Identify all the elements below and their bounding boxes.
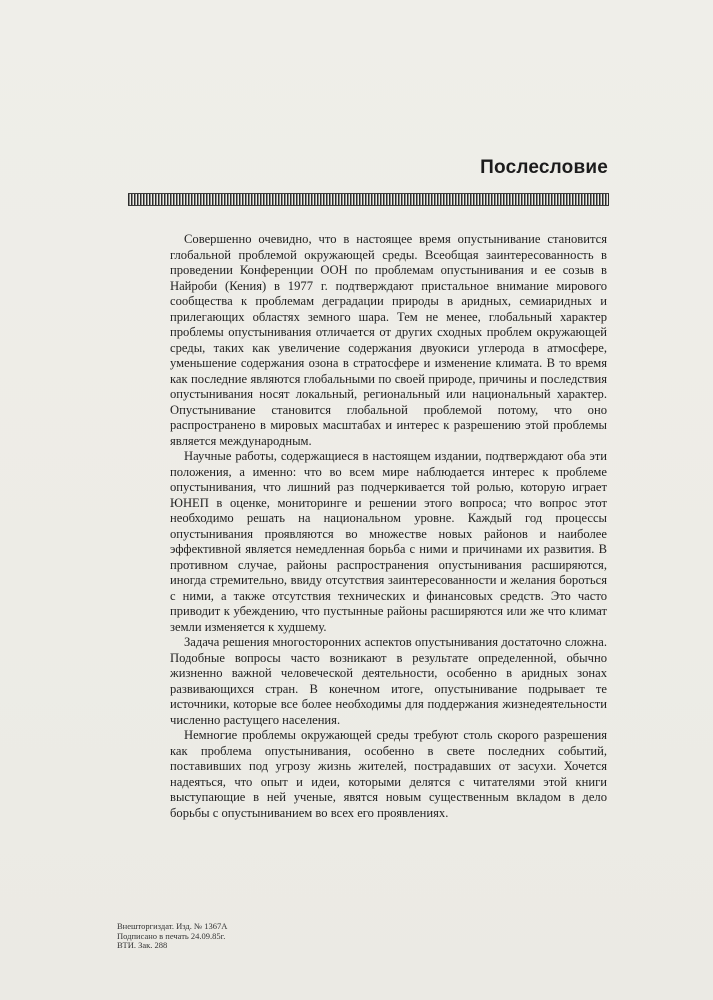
paragraph: Задача решения многосторонних аспектов опустынивания достаточно сложна. Подобные вопросы часто возникают в результате определенной, обычно жизненно важной человеческой деятельности, особенно в аридных зонах развивающихся стран. В конечном итоге, опустынивание подрывает те источники, которые все более необходимы для поддержания жизнедеятельности численно растущего населения. <box>170 635 607 727</box>
body-text <box>170 232 607 821</box>
paragraph: Научные работы, содержащиеся в настоящем издании, подтверждают оба эти положения, а именно: что во всем мире наблюдается интерес к проблеме опустынивания, что лишний раз подчеркивается той ролью, которую играет ЮНЕП в оценке, мониторинге и решении этого вопроса; что вопрос этот необходимо решать на национальном уровне. Каждый год процессы опустынивания проявляются во множестве новых районов и наиболее эффективной является немедленная борьба с ними и причинами их развития. В противном случае, районы распространения опустынивания расширяются, иногда стремительно, ввиду отсутствия заинтересованности и желания бороться с ними, а также отсутствия технических и финансовых средств. Это часто приводит к убеждению, что пустынные районы расширяются или же что климат земли изменяется к худшему. <box>170 449 607 634</box>
decorative-rule <box>128 193 609 206</box>
colophon-line: Внешторгиздат. Изд. № 1367А <box>117 921 228 931</box>
paragraph: Совершенно очевидно, что в настоящее время опустынивание становится глобальной проблемой окружающей среды. Всеобщая заинтересованность в проведении Конференции ООН по проблемам опустынивания и ее созыв в Найроби (Кения) в 1977 г. подтверждают пристальное внимание мирового сообщества к проблемам деградации природы в аридных, семиаридных и прилегающих областях земного шара. Тем не менее, глобальный характер проблемы опустынивания отличается от других сходных проблем окружающей среды, таких как увеличение содержания двуокиси углерода в атмосфере, уменьшение содержания озона в стратосфере и изменение климата. В то время как последние являются глобальными по своей природе, причины и последствия опустынивания носят локальный, региональный или национальный характер. Опустынивание становится глобальной проблемой потому, что оно распространено в мировых масштабах и интерес к разрешению этой проблемы является международным. <box>170 232 607 448</box>
paragraph: Немногие проблемы окружающей среды требуют столь скорого разрешения как проблема опустынивания, особенно в свете последних событий, поставивших под угрозу жизнь жителей, пострадавших от засухи. Хочется надеяться, что опыт и идеи, которыми делятся с читателями этой книги выступающие в ней ученые, явятся новым существенным вкладом в дело борьбы с опустыниванием во всех его проявлениях. <box>170 728 607 820</box>
page-title: Послесловие <box>480 157 608 178</box>
colophon-line: Подписано в печать 24.09.85г. <box>117 930 226 941</box>
colophon-line: ВТИ. Зак. 288 <box>117 940 168 950</box>
colophon <box>117 922 227 951</box>
